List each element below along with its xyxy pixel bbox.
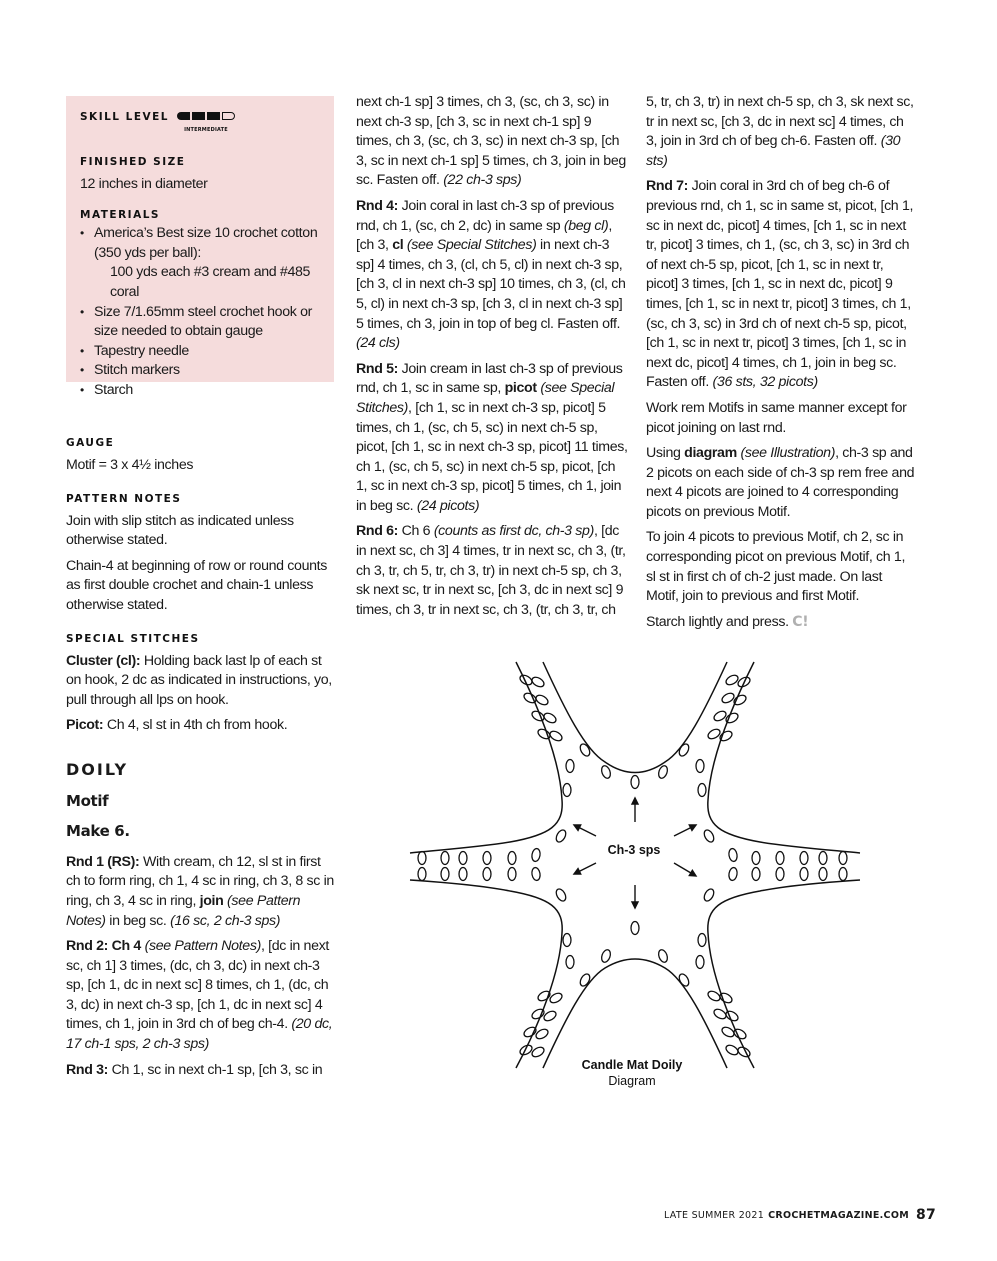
picot-loop: [508, 868, 516, 881]
picot-loop: [578, 742, 591, 757]
picot-loop: [531, 848, 541, 862]
arrow-head-icon: [632, 902, 638, 908]
skill-bar-filled: [207, 112, 220, 120]
picot-loop: [542, 1009, 557, 1022]
diagram-edge: [410, 880, 562, 1068]
picot-loop: [698, 784, 706, 797]
picot-loop: [728, 867, 738, 881]
round-6-cont: 5, tr, ch 3, tr) in next ch-5 sp, ch 3, sk next sc, tr in next sc, [ch 3, dc in next sc] 4 times, ch 3, join in 3rd ch of beg ch-6. Fasten off. (30 sts): [646, 94, 914, 169]
join-instructions: To join 4 picots to previous Motif, ch 2, sc in corresponding picot on previous Motif, ch 1, sl st in first ch of ch-2 just made. On last Motif, join to previous and first Motif.: [646, 529, 906, 605]
picot-loop: [712, 709, 727, 722]
picot-loop: [441, 852, 449, 865]
picot-loop: [554, 887, 567, 902]
picot-loop: [724, 1043, 739, 1056]
skill-level: [80, 110, 320, 141]
material-item: • Size 7/1.65mm steel crochet hook or size needed to obtain gauge: [80, 303, 320, 342]
end-mark-icon: C!: [792, 613, 809, 630]
left-column: [66, 96, 338, 1086]
picot-loop: [566, 956, 574, 969]
picot-loop: [819, 852, 827, 865]
round-2: Rnd 2: Ch 4 (see Pattern Notes), [dc in next sc, ch 1] 3 times, (dc, ch 3, dc) in next ch-3 sp, [ch 1, dc in next sc] 8 times, ch 1, (dc, ch 3, dc) in next ch-3 sp, [ch 1, dc in next sc] 4 times, ch 1, join in 3rd ch of beg ch-4. (20 dc, 17 ch-1 sps, 2 ch-3 sps): [66, 938, 333, 1053]
picot-loop: [631, 922, 639, 935]
pattern-note: Chain-4 at beginning of row or round counts as first double crochet and chain-1 unless otherwise stated.: [66, 557, 327, 613]
picot-loop: [839, 852, 847, 865]
finishing: Starch lightly and press. C!: [646, 613, 809, 630]
picot-loop: [819, 868, 827, 881]
picot-loop: [459, 868, 467, 881]
doily-heading: DOILY: [66, 759, 129, 779]
picot-loop: [534, 693, 549, 706]
special-stitches-heading: SPECIAL STITCHES: [66, 632, 200, 645]
picot-loop: [578, 972, 591, 987]
picot-loop: [441, 868, 449, 881]
picot-loop: [534, 1027, 549, 1040]
issue-label: LATE SUMMER 2021: [664, 1210, 765, 1221]
picot-loop: [696, 956, 704, 969]
picot-loop: [530, 709, 545, 722]
picot-loop: [657, 949, 669, 964]
materials-box: [66, 96, 334, 398]
picot-loop: [566, 760, 574, 773]
diagram-center-label: Ch-3 sps: [607, 843, 661, 857]
round-5: Rnd 5: Join cream in last ch-3 sp of previous rnd, ch 1, sc in same sp, picot (see Special Stitches), [ch 1, sc in next ch-3 sp, picot] 5 times, ch 1, (sc, ch 5, sc) in next ch-5 sp, picot, [ch 1, sc in next ch-3 sp, picot] 11 times, ch 1, (sc, ch 5, sc) in next ch-5 sp, picot, [ch 1, sc in next ch-3 sp, picot] 5 times, ch 1, join in beg sc. (24 picots): [356, 360, 628, 514]
diagram-outline: [410, 662, 860, 1068]
material-subitem: 100 yds each #3 cream and #485 coral: [110, 264, 311, 300]
picot-loop: [542, 711, 557, 724]
picot-loop: [702, 887, 715, 902]
picot-loop: [736, 1045, 751, 1058]
picot-loop: [839, 868, 847, 881]
picot-loop: [702, 828, 715, 843]
diagram-edge: [708, 880, 860, 1068]
page-footer: [664, 1207, 937, 1223]
picot-loop: [600, 765, 612, 780]
picot-loop: [776, 852, 784, 865]
picot-loop: [696, 760, 704, 773]
finished-size: 12 inches in diameter: [80, 175, 208, 192]
picot-loop: [563, 934, 571, 947]
using-diagram: Using diagram (see Illustration), ch-3 sp and 2 picots on each side of ch-3 sp rem free and next 4 picots are joined to 4 corresponding picots on previous Motif.: [646, 445, 915, 520]
round-7: Rnd 7: Join coral in 3rd ch of beg ch-6 of previous rnd, ch 1, sc in same st, picot, [ch 1, sc in next dc, picot] 4 times, [ch 1, sc in next tr, picot] 3 times, ch 1, (sc, ch 3, sc) in 3rd ch of next ch-5 sp, picot, [ch 1, sc in next tr, picot] 3 times, [ch 1, sc in next dc, picot] 9 times, [ch 1, sc in next tr, picot] 3 times, ch 1, (sc, ch 3, sc) in 3rd ch of next ch-5 sp, picot, [ch 1, sc in next tr, picot] 3 times, [ch 1, sc in next dc, picot] 4 times, ch 1, join in beg sc. Fasten off. (36 sts, 32 picots): [646, 178, 914, 391]
skill-level-meter: [177, 110, 235, 141]
skill-bar-filled: [192, 112, 205, 120]
middle-column: [356, 93, 628, 626]
picot-loop: [728, 848, 738, 862]
site-url[interactable]: CROCHETMAGAZINE.COM: [768, 1210, 909, 1221]
picot-loop: [720, 691, 735, 704]
picot-loop: [531, 867, 541, 881]
arrow-head-icon: [632, 798, 638, 804]
material-item: • Stitch markers: [80, 361, 320, 381]
picot-loop: [548, 991, 563, 1004]
round-1: Rnd 1 (RS): With cream, ch 12, sl st in first ch to form ring, ch 1, 4 sc in ring, ch 3, 8 sc in ring, ch 3, 4 sc in ring, join (see Pattern Notes) in beg sc. (16 sc, 2 ch-3 sps): [66, 853, 334, 929]
materials-heading: MATERIALS: [80, 209, 160, 222]
round-3-start: Rnd 3: Ch 1, sc in next ch-1 sp, [ch 3, sc in: [66, 1061, 323, 1078]
diagram-edge: [708, 662, 860, 853]
doily-diagram: [400, 650, 870, 1100]
gauge-text: Motif = 3 x 4½ inches: [66, 457, 194, 473]
diagram-edge: [543, 662, 727, 773]
picot-loop: [418, 852, 426, 865]
picot-loop: [600, 949, 612, 964]
pattern-note: Join with slip stitch as indicated unless otherwise stated.: [66, 512, 294, 549]
material-item: • Tapestry needle: [80, 342, 320, 362]
gauge-heading: GAUGE: [66, 437, 115, 449]
skill-bar-empty: [222, 112, 235, 120]
picot-loop: [530, 675, 545, 688]
picot-loop: [752, 852, 760, 865]
picot-loop: [548, 729, 563, 742]
motif-heading: Motif: [66, 791, 109, 810]
picot-loop: [459, 852, 467, 865]
picot-loop: [530, 1045, 545, 1058]
make-count: Make 6.: [66, 822, 130, 841]
special-stitch-cluster: Cluster (cl): Holding back last lp of each st on hook, 2 dc as indicated in instructions, yo, pull through all lps on hook.: [66, 652, 332, 708]
finished-size-heading: FINISHED SIZE: [80, 155, 186, 168]
materials-list: [80, 224, 320, 400]
arrow-head-icon: [574, 869, 581, 874]
diagram-edge: [410, 662, 562, 853]
arrow-head-icon: [689, 825, 696, 830]
special-stitch-picot: Picot: Ch 4, sl st in 4th ch from hook.: [66, 717, 288, 734]
picot-loop: [724, 673, 739, 686]
material-item: • America’s Best size 10 crochet cotton (350 yds per ball): 100 yds each #3 cream and #485 coral: [80, 224, 320, 302]
remaining-motifs: Work rem Motifs in same manner except for picot joining on last rnd.: [646, 399, 907, 436]
skill-level-name: INTERMEDIATE: [184, 127, 228, 133]
picot-loop: [631, 776, 639, 789]
diagram-edge: [543, 959, 727, 1068]
picot-loop: [706, 727, 721, 740]
page-number: 87: [916, 1207, 937, 1223]
picot-loop: [776, 868, 784, 881]
diagram-caption-title: Candle Mat Doily: [581, 1058, 683, 1072]
skill-bar-filled: [177, 112, 190, 120]
picot-loop: [800, 852, 808, 865]
arrow-head-icon: [574, 825, 581, 830]
picot-loop: [418, 868, 426, 881]
picot-loop: [752, 868, 760, 881]
picot-loop: [508, 852, 516, 865]
picot-loop: [698, 934, 706, 947]
picot-loop: [800, 868, 808, 881]
picot-loop: [657, 765, 669, 780]
picot-loop: [563, 784, 571, 797]
round-4: Rnd 4: Join coral in last ch-3 sp of previous rnd, ch 1, (sc, ch 2, dc) in same sp (beg cl), [ch 3, cl (see Special Stitches) in next ch-3 sp] 4 times, ch 3, (cl, ch 5, cl) in next ch-3 sp, [ch 3, cl in next ch-3 sp] 10 times, ch 3, (cl, ch 5, cl) in next ch-3 sp, [ch 3, cl in next ch-3 sp] 5 times, ch 3, join in top of beg cl. Fasten off. (24 cls): [356, 197, 626, 352]
picot-loop: [677, 972, 690, 987]
round-6: Rnd 6: Ch 6 (counts as first dc, ch-3 sp), [dc in next sc, ch 3] 4 times, tr in next sc, ch 3, (tr, ch 3, tr, ch 5, tr, ch 3, tr) in next ch-5 sp, ch 3, sk next sc, tr in next sc, [ch 3, dc in next sc] 9 times, ch 3, tr in next sc, ch 3, (tr, ch 3, tr, ch: [356, 523, 626, 618]
arrow-head-icon: [689, 870, 696, 876]
picot-loop: [712, 1007, 727, 1020]
picot-loop: [677, 742, 690, 757]
picot-loop: [483, 852, 491, 865]
pattern-notes-heading: PATTERN NOTES: [66, 492, 182, 505]
diagram-caption-sub: Diagram: [608, 1074, 656, 1088]
picot-loop: [483, 868, 491, 881]
diagram-picots: [418, 673, 847, 1058]
material-item: • Starch: [80, 381, 320, 401]
skill-level-label: SKILL LEVEL: [80, 111, 169, 123]
right-column: [646, 93, 918, 638]
round-3-cont: next ch-1 sp] 3 times, ch 3, (sc, ch 3, sc) in next ch-3 sp, [ch 3, sc in next ch-1 sp] 9 times, ch 3, (sc, ch 3, sc) in next ch-3 sp, [ch 3, sc in next ch-1 sp] 5 times, ch 3, join in beg sc. Fasten off. (22 ch-3 sps): [356, 94, 626, 189]
picot-loop: [518, 673, 533, 686]
picot-loop: [554, 828, 567, 843]
